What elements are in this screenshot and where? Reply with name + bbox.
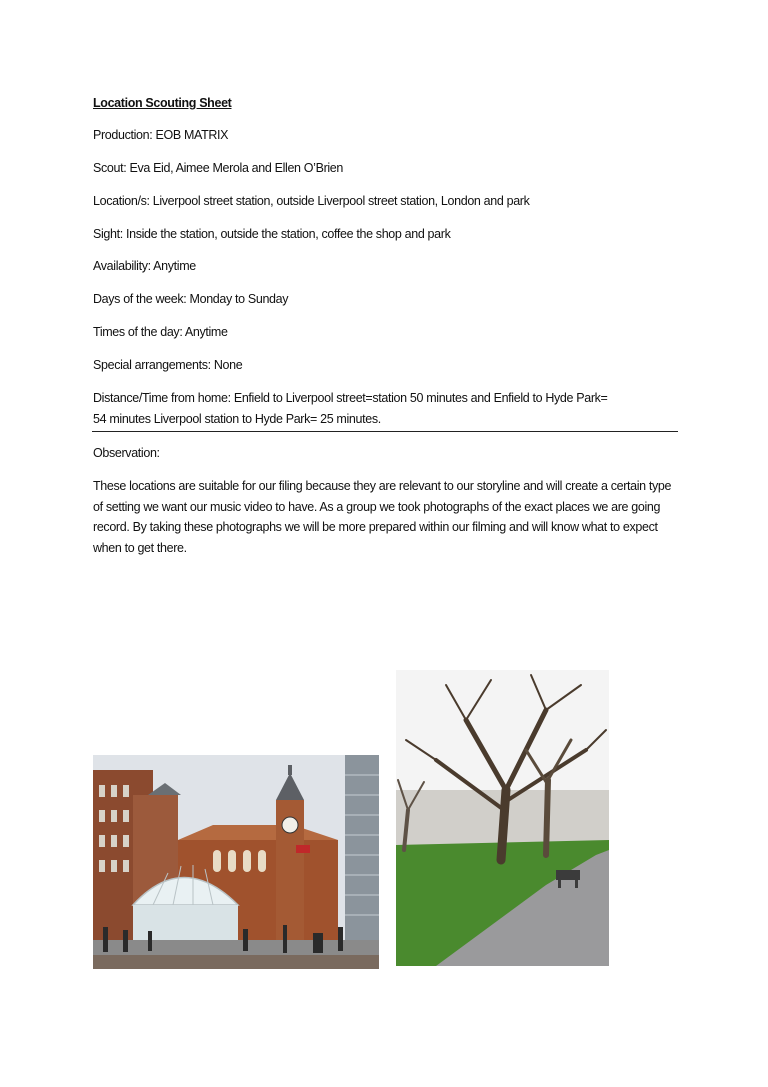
station-photo-illustration <box>93 755 379 969</box>
distance-line-2: 54 minutes Liverpool station to Hyde Park= 25 minutes. <box>93 412 381 426</box>
sheet-title: Location Scouting Sheet <box>93 96 232 110</box>
locations-line: Location/s: Liverpool street station, outside Liverpool street station, London and park <box>93 194 530 208</box>
observation-label: Observation: <box>93 446 160 460</box>
observation-paragraph: These locations are suitable for our filing because they are relevant to our storyline and will create a certain type of setting we want our music video to have. As a group we took photographs of the exact places we are going record. By taking these photographs we will be more prepared within our filming and will know what to expect when to get there. <box>93 479 672 555</box>
days-line: Days of the week: Monday to Sunday <box>93 292 289 306</box>
park-photo <box>396 670 609 966</box>
station-photo <box>93 755 379 969</box>
sight-line: Sight: Inside the station, outside the station, coffee the shop and park <box>93 227 451 241</box>
scout-line: Scout: Eva Eid, Aimee Merola and Ellen O’Brien <box>93 161 344 175</box>
times-line: Times of the day: Anytime <box>93 325 228 339</box>
divider-line <box>92 431 678 432</box>
distance-line-1: Distance/Time from home: Enfield to Liverpool street=station 50 minutes and Enfield to Hyde Park= <box>93 391 608 405</box>
availability-line: Availability: Anytime <box>93 259 196 273</box>
park-photo-illustration <box>396 670 609 966</box>
production-line: Production: EOB MATRIX <box>93 128 229 142</box>
special-arrangements-line: Special arrangements: None <box>93 358 243 372</box>
